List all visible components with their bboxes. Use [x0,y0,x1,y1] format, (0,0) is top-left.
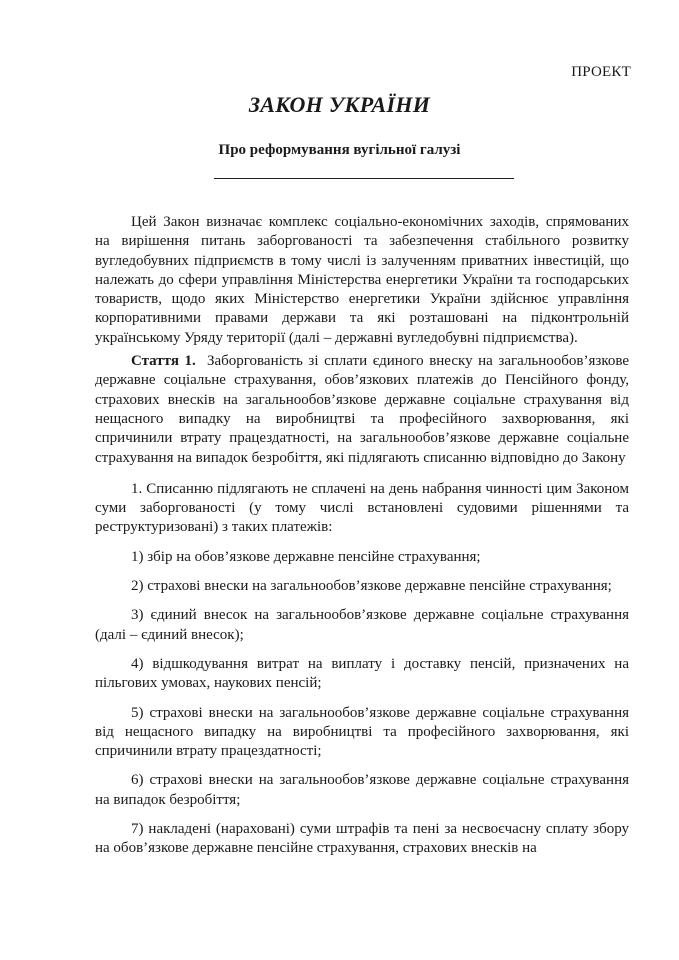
list-item-4: 4) відшкодування витрат на виплату і доставку пенсій, призначених на пільгових умовах, наукових пенсій; [95,655,629,692]
list-item-6: 6) страхові внески на загальнообов’язкове державне соціальне страхування на випадок безробіття; [95,772,629,808]
article-1-heading: Стаття 1. [131,353,196,370]
article-1-text: Заборгованість зі сплати єдиного внеску на загальнообов’язкове державне соціальне страхування, обов’язкових платежів до Пенсійного фонду, страхових внесків на загальнообов’язкове державне соціальне страхування від нещасного випадку на виробництві та професійного захворювання, які спричинили втрату працездатності, на загальнообов’язкове державне соціальне страхування на випадок безробіття, які підлягають списанню відповідно до Закону [95,353,630,466]
title-divider [214,178,514,179]
law-subtitle: Про реформування вугільної галузі [218,142,461,158]
document-body [95,213,629,859]
preamble-paragraph: Цей Закон визначає комплекс соціально-економічних заходів, спрямованих на вирішення питань заборгованості та забезпечення стабільного розвитку вугледобувних підприємств в тому числі із залученням приватних інвестицій, що належать до сфери управління Міністерства енергетики України та господарських товариств, щодо яких Міністерство енергетики України здійснює управління корпоративними правами держави та які розташовані на підконтрольній українському Уряду території (далі – державні вугледобувні підприємства). [95,214,629,346]
clause-1-paragraph: 1. Списанню підлягають не сплачені на день набрання чинності цим Законом суми заборгованості (у тому числі встановлені судовими рішеннями та реструктуризовані) з таких платежів: [95,480,629,536]
list-item-5: 5) страхові внески на загальнообов’язкове державне соціальне страхування від нещасного випадку на виробництві та професійного захворювання, які спричинили втрату працездатності; [95,704,629,760]
list-item-1: 1) збір на обов’язкове державне пенсійне страхування; [131,548,481,565]
law-title: ЗАКОН УКРАЇНИ [248,92,431,117]
article-1-paragraph [95,352,629,468]
draft-stamp: ПРОЕКТ [571,64,631,80]
list-item-3: 3) єдиний внесок на загальнообов’язкове державне соціальне страхування (далі – єдиний внесок); [95,607,629,643]
list-item-7: 7) накладені (нараховані) суми штрафів та пені за несвоєчасну сплату збору на обов’язкове державне пенсійне страхування, страхових внесків на [95,821,629,857]
list-item-2: 2) страхові внески на загальнообов’язкове державне пенсійне страхування; [131,578,612,595]
